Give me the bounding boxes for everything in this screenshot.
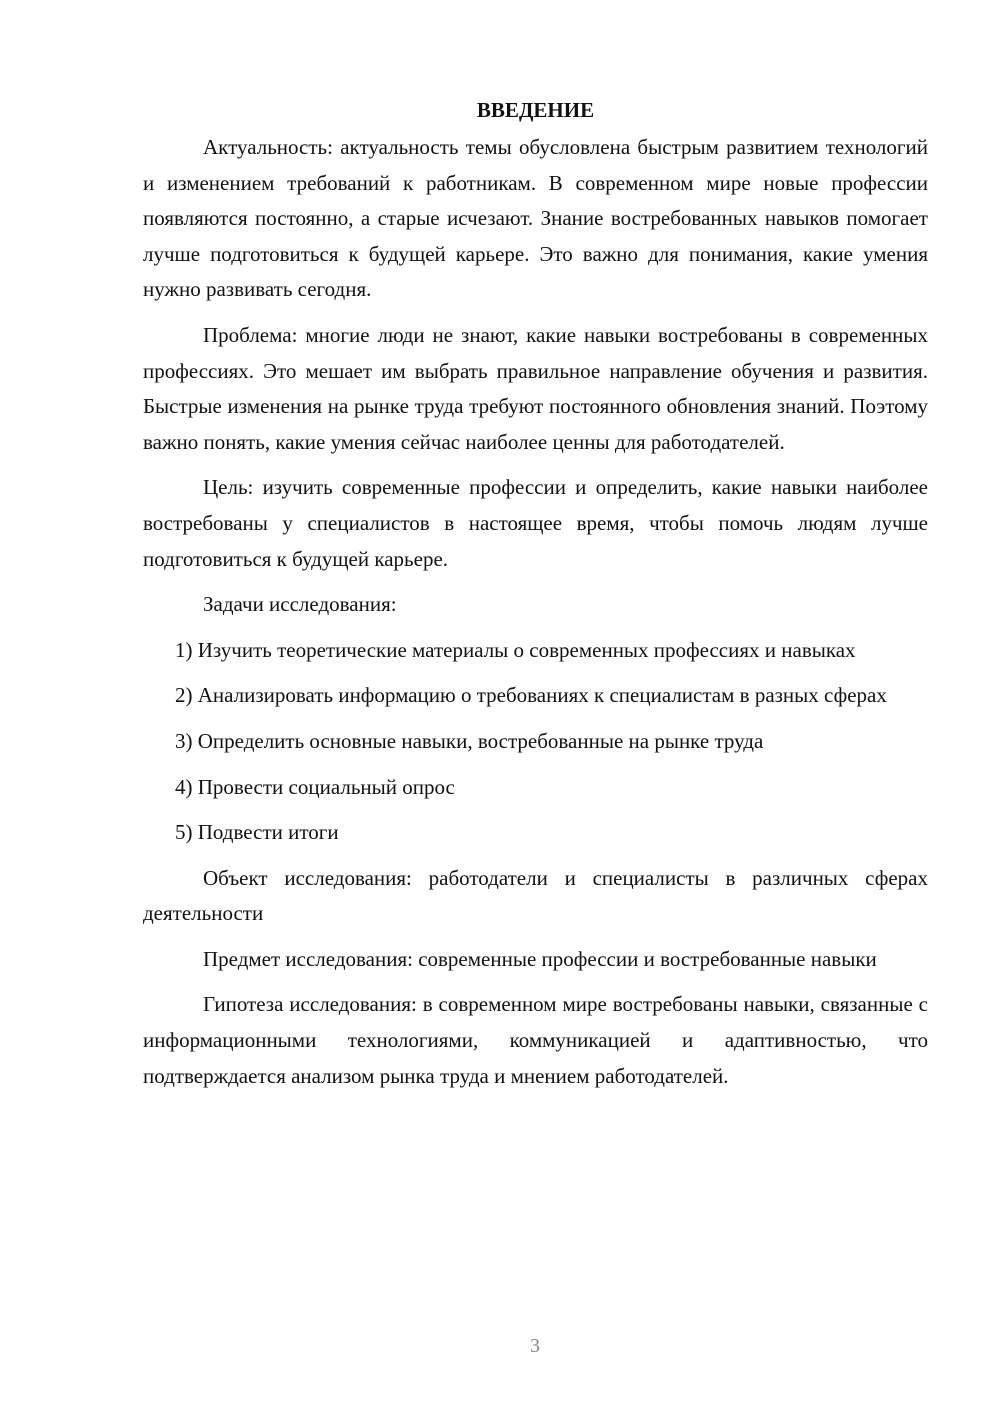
task-item-5: 5) Подвести итоги	[175, 820, 339, 845]
page-number: 3	[530, 1335, 540, 1357]
task-item-4: 4) Провести социальный опрос	[175, 774, 455, 799]
section-title: ВВЕДЕНИЕ	[476, 98, 595, 122]
paragraph-problem: Проблема: многие люди не знают, какие навыки востребованы в современных профессиях. Это мешает им выбрать правильное направление обучения и развития. Быстрые изменения на рынке труда требуют постоянного обновления знаний. Поэтому важно понять, какие умения сейчас наиболее ценны для работодателей.	[143, 322, 928, 454]
paragraph-goal: Цель: изучить современные профессии и определить, какие навыки наиболее востребованы у специалистов в настоящее время, чтобы помочь людям лучше подготовиться к будущей карьере.	[143, 475, 928, 571]
task-item-2: 2) Анализировать информацию о требованиях к специалистам в разных сферах	[175, 683, 887, 708]
paragraph-object: Объект исследования: работодатели и специалисты в различных сферах деятельности	[143, 865, 928, 926]
paragraph-hypothesis: Гипотеза исследования: в современном мире востребованы навыки, связанные с информационными технологиями, коммуникацией и адаптивностью, что подтверждается анализом рынка труда и мнением работодателей.	[143, 992, 928, 1088]
paragraph-subject: Предмет исследования: современные профессии и востребованные навыки	[203, 946, 877, 971]
paragraph-tasks-heading: Задачи исследования:	[203, 592, 397, 617]
task-item-3: 3) Определить основные навыки, востребованные на рынке труда	[175, 728, 764, 753]
task-item-1: 1) Изучить теоретические материалы о современных профессиях и навыках	[175, 637, 856, 662]
page-content	[143, 93, 928, 1104]
paragraph-relevance: Актуальность: актуальность темы обусловлена быстрым развитием технологий и изменением требований к работникам. В современном мире новые профессии появляются постоянно, а старые исчезают. Знание востребованных навыков помогает лучше подготовиться к будущей карьере. Это важно для понимания, какие умения нужно развивать сегодня.	[143, 135, 928, 302]
